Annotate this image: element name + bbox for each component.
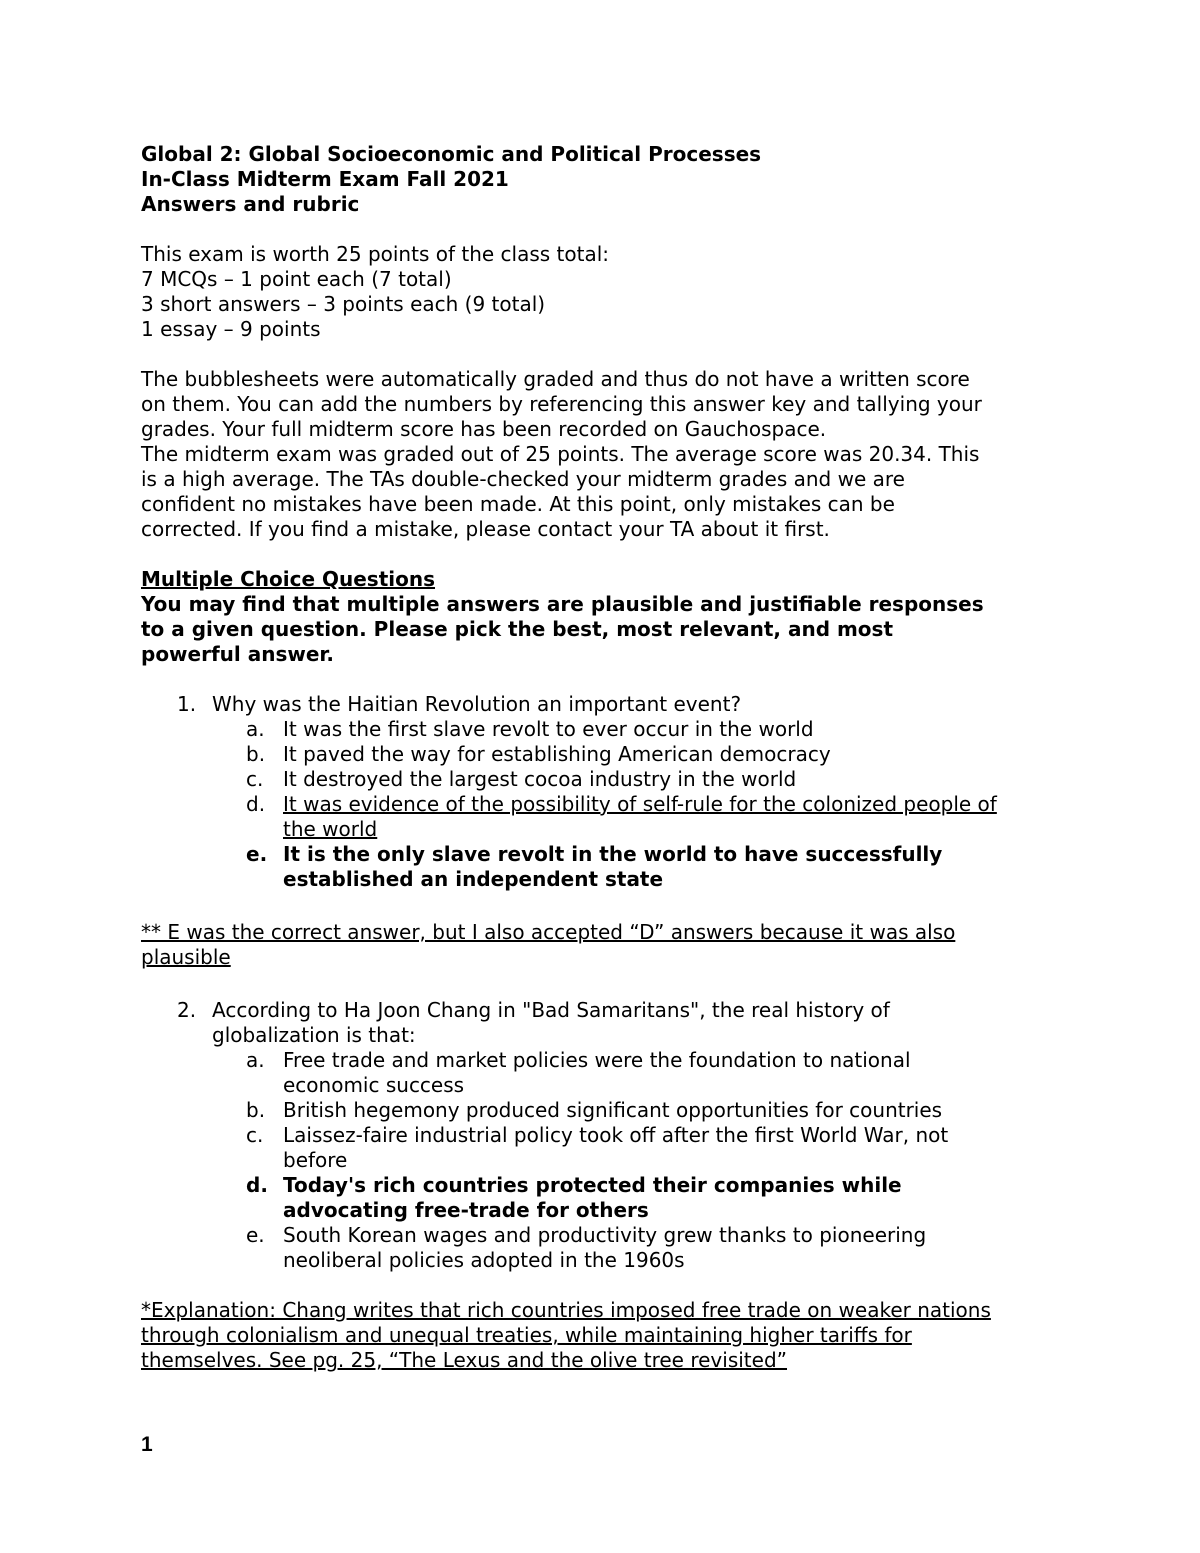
points-intro: This exam is worth 25 points of the class total: [141, 242, 610, 266]
paragraph-line: The bubblesheets were automatically graded and thus do not have a written score [141, 367, 970, 391]
option-b [212, 1098, 1066, 1123]
document-subtitle: Answers and rubric [141, 192, 360, 216]
option-text: established an independent state [283, 867, 664, 891]
question-text-line: globalization is that: [212, 1023, 416, 1047]
option-letter: a. [246, 717, 265, 741]
option-text: It destroyed the largest cocoa industry in the world [283, 767, 797, 791]
option-letter: d. [246, 792, 266, 816]
option-e [212, 1223, 1066, 1273]
option-letter: b. [246, 742, 266, 766]
question-text [212, 692, 1066, 717]
question-1 [141, 692, 1066, 892]
option-text: British hegemony produced significant opportunities for countries [283, 1098, 943, 1122]
option-text: Today's rich countries protected their companies while [283, 1173, 902, 1197]
instruction-line: powerful answer. [141, 642, 335, 666]
option-c [212, 1123, 1066, 1173]
points-essay: 1 essay – 9 points [141, 317, 321, 341]
option-text: South Korean wages and productivity grew thanks to pioneering [283, 1223, 927, 1247]
section-heading-mcq: Multiple Choice Questions [141, 567, 436, 591]
option-text: neoliberal policies adopted in the 1960s [283, 1248, 685, 1272]
question-number: 2. [177, 998, 197, 1022]
option-letter: b. [246, 1098, 266, 1122]
points-mcq: 7 MCQs – 1 point each (7 total) [141, 267, 452, 291]
option-c [212, 767, 1066, 792]
option-text: Laissez-faire industrial policy took off after the first World War, not [283, 1123, 949, 1147]
question-2 [141, 998, 1066, 1273]
points-breakdown [141, 242, 1066, 342]
option-a [212, 717, 1066, 742]
question-text-line: According to Ha Joon Chang in "Bad Samaritans", the real history of [212, 998, 890, 1022]
option-a [212, 1048, 1066, 1098]
grading-notes-paragraph [141, 367, 1066, 542]
paragraph-line: grades. Your full midterm score has been recorded on Gauchospace. [141, 417, 827, 441]
spacer [141, 892, 1066, 920]
note-line: *Explanation: Chang writes that rich countries imposed free trade on weaker nations [141, 1298, 991, 1322]
option-b [212, 742, 1066, 767]
option-text: economic success [283, 1073, 465, 1097]
page-content [141, 142, 1066, 1373]
option-letter: a. [246, 1048, 265, 1072]
spacer [141, 342, 1066, 367]
spacer [141, 1273, 1066, 1298]
option-text: It was the first slave revolt to ever occur in the world [283, 717, 814, 741]
option-text: It was evidence of the possibility of self-rule for the colonized people of [283, 792, 997, 816]
answer-note-2 [141, 1298, 1066, 1373]
option-e-correct-answer [212, 842, 1066, 892]
question-text [212, 998, 1066, 1048]
answer-note-1 [141, 920, 1066, 970]
paragraph-line: is a high average. The TAs double-checked your midterm grades and we are [141, 467, 905, 491]
paragraph-line: confident no mistakes have been made. At this point, only mistakes can be [141, 492, 895, 516]
spacer [141, 542, 1066, 567]
question-number: 1. [177, 692, 197, 716]
option-list [212, 1048, 1066, 1273]
points-short-answers: 3 short answers – 3 points each (9 total) [141, 292, 546, 316]
spacer [141, 667, 1066, 692]
option-text: It is the only slave revolt in the world to have successfully [283, 842, 943, 866]
spacer [141, 217, 1066, 242]
paragraph-line: on them. You can add the numbers by referencing this answer key and tallying your [141, 392, 982, 416]
option-letter: c. [246, 1123, 264, 1147]
instruction-line: You may find that multiple answers are plausible and justifiable responses [141, 592, 984, 616]
note-line: ** E was the correct answer, but I also accepted “D” answers because it was also [141, 920, 956, 944]
question-list [141, 692, 1066, 1373]
note-line: plausible [141, 945, 231, 969]
note-line: themselves. See pg. 25, “The Lexus and the olive tree revisited” [141, 1348, 788, 1372]
page-number: 1 [141, 1433, 153, 1456]
course-title: Global 2: Global Socioeconomic and Political Processes [141, 142, 762, 166]
option-text: the world [283, 817, 378, 841]
document-title-block [141, 142, 1066, 217]
option-letter: e. [246, 842, 268, 866]
question-text-line: Why was the Haitian Revolution an important event? [212, 692, 742, 716]
instruction-line: to a given question. Please pick the best, most relevant, and most [141, 617, 894, 641]
paragraph-line: The midterm exam was graded out of 25 points. The average score was 20.34. This [141, 442, 980, 466]
option-list [212, 717, 1066, 892]
option-text: advocating free-trade for others [283, 1198, 649, 1222]
option-text: before [283, 1148, 348, 1172]
exam-title: In-Class Midterm Exam Fall 2021 [141, 167, 509, 191]
mcq-instructions [141, 592, 1066, 667]
paragraph-line: corrected. If you find a mistake, please contact your TA about it first. [141, 517, 830, 541]
option-letter: c. [246, 767, 264, 791]
option-text: It paved the way for establishing American democracy [283, 742, 831, 766]
option-d [212, 792, 1066, 842]
note-line: through colonialism and unequal treaties, while maintaining higher tariffs for [141, 1323, 912, 1347]
option-text: Free trade and market policies were the foundation to national [283, 1048, 911, 1072]
option-d-correct-answer [212, 1173, 1066, 1223]
option-letter: e. [246, 1223, 265, 1247]
option-letter: d. [246, 1173, 268, 1197]
